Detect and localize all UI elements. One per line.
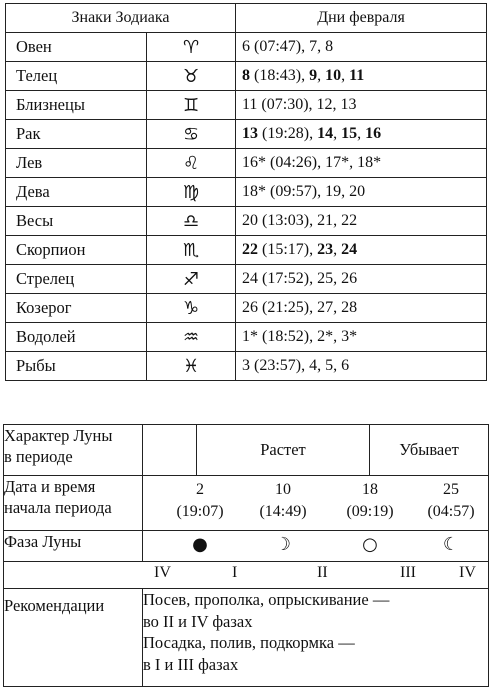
zodiac-days [236,323,487,352]
zodiac-row [6,149,487,178]
moon-row-quarters [4,562,489,589]
zodiac-sign-name: Козерог [6,294,147,323]
moon-dates-label-line2: начала периода [4,498,112,517]
zodiac-row [6,265,487,294]
zodiac-days-segment: 26 (21:25), 27, 28 [242,299,358,316]
moon-character-label [4,425,143,476]
zodiac-header-row [6,4,487,33]
zodiac-row [6,236,487,265]
zodiac-days-segment: 23 [317,241,334,258]
moon-period-day: 18 [362,481,378,498]
first-quarter-moon-icon: ☽ [274,534,292,555]
zodiac-sign-name: Весы [6,207,147,236]
zodiac-symbol-icon: ♑ [147,294,236,323]
zodiac-days-segment: 11 (07:30), 12, 13 [242,96,357,113]
zodiac-symbol-icon: ♓ [147,352,236,381]
zodiac-days-segment: 9 [309,67,318,84]
zodiac-symbol-icon: ♒ [147,323,236,352]
moon-quarter-label: I [232,564,238,581]
zodiac-days-segment: , [333,241,342,258]
moon-quarters-cell [4,562,489,589]
moon-dates-row [143,476,488,530]
zodiac-row [6,352,487,381]
zodiac-days-segment: 18* (09:57), 19, 20 [242,183,366,200]
zodiac-row [6,178,487,207]
zodiac-symbol-icon: ♋ [147,120,236,149]
moon-dates-label [4,476,143,531]
zodiac-header-sign: Знаки Зодиака [6,4,236,33]
moon-quarter-label: IV [154,564,171,581]
moon-growing-label: Растет [260,440,306,459]
zodiac-symbol-icon: ♌ [147,149,236,178]
zodiac-sign-name: Рыбы [6,352,147,381]
zodiac-days-segment: (18:43), [250,67,310,84]
recommendation-line: Посев, прополка, опрыскивание — [143,590,390,609]
moon-period-day: 10 [275,481,291,498]
zodiac-days [236,149,487,178]
zodiac-row [6,323,487,352]
zodiac-row [6,62,487,91]
new-moon-icon: ● [192,534,208,555]
zodiac-row [6,120,487,149]
moon-quarter-label: IV [459,564,476,581]
zodiac-sign-name: Телец [6,62,147,91]
moon-waning-label: Убывает [399,440,459,459]
zodiac-days-segment: 6 (07:47), 7, 8 [242,38,334,55]
moon-period-date [330,479,410,523]
moon-character-label-line1: Характер Луны [4,426,113,445]
zodiac-days-segment: (15:17), [258,241,318,258]
moon-phase-cell [143,531,489,562]
moon-dates-cell [143,476,489,531]
zodiac-sign-name: Водолей [6,323,147,352]
zodiac-days-segment: , [333,125,342,142]
moon-phase-label: Фаза Луны [4,531,143,562]
zodiac-days [236,265,487,294]
zodiac-days-segment: (19:28), [258,125,318,142]
zodiac-days [236,294,487,323]
zodiac-days [236,178,487,207]
zodiac-sign-name: Стрелец [6,265,147,294]
moon-period-time: (04:57) [427,503,475,520]
zodiac-symbol-icon: ♍ [147,178,236,207]
moon-character-empty [143,425,197,476]
zodiac-days-segment: 11 [349,67,365,84]
zodiac-symbol-icon: ♐ [147,265,236,294]
moon-character-label-line2: в периоде [4,447,73,466]
moon-period-date [411,479,491,523]
zodiac-days-segment: 24 (17:52), 25, 26 [242,270,358,287]
last-quarter-moon-icon: ☾ [442,534,460,555]
zodiac-days-segment: 22 [242,241,259,258]
recommendation-line: в I и III фазах [143,654,239,674]
zodiac-days-segment: , [317,67,326,84]
zodiac-symbol-icon: ♎ [147,207,236,236]
moon-period-time: (14:49) [259,503,307,520]
zodiac-sign-name: Скорпион [6,236,147,265]
recommendation-line: во II и IV фазах [143,611,253,631]
zodiac-days-segment: , [341,67,350,84]
zodiac-days-segment: 15 [341,125,358,142]
moon-row-recommendations [4,589,489,687]
recommendations-text [143,589,489,687]
zodiac-row [6,33,487,62]
zodiac-sign-name: Рак [6,120,147,149]
moon-phase-symbols [143,531,488,561]
zodiac-days-segment: 1* (18:52), 2*, 3* [242,328,358,345]
zodiac-days-segment: 24 [341,241,358,258]
zodiac-days [236,91,487,120]
moon-row-phase [4,531,489,562]
zodiac-row [6,294,487,323]
moon-phase-table [3,424,489,687]
moon-period-date [243,479,323,523]
zodiac-sign-name: Овен [6,33,147,62]
zodiac-days [236,236,487,265]
zodiac-days-segment: 3 (23:57), 4, 5, 6 [242,357,350,374]
zodiac-days-segment: 20 (13:03), 21, 22 [242,212,358,229]
zodiac-days-segment: 16* (04:26), 17*, 18* [242,154,382,171]
zodiac-days [236,120,487,149]
moon-growing-cell [197,425,370,476]
zodiac-sign-name: Лев [6,149,147,178]
zodiac-days-segment: 8 [242,67,251,84]
recommendation-line: Посадка, полив, подкормка — [143,633,355,652]
zodiac-symbol-icon: ♈ [147,33,236,62]
moon-period-time: (09:19) [346,503,394,520]
moon-dates-label-line1: Дата и время [4,477,96,496]
zodiac-days-segment: 16 [365,125,382,142]
zodiac-symbol-icon: ♉ [147,62,236,91]
zodiac-days-segment: 14 [317,125,334,142]
moon-quarter-label: II [317,564,328,581]
moon-period-day: 25 [443,481,459,498]
moon-period-time: (19:07) [176,503,224,520]
zodiac-body [6,33,487,381]
zodiac-row [6,91,487,120]
moon-period-day: 2 [196,481,204,498]
zodiac-days [236,33,487,62]
full-moon-icon: ○ [362,534,378,555]
zodiac-symbol-icon: ♊ [147,91,236,120]
zodiac-table [5,3,487,381]
zodiac-row [6,207,487,236]
recommendations-label: Рекомендации [4,589,143,687]
zodiac-symbol-icon: ♏ [147,236,236,265]
zodiac-days [236,207,487,236]
moon-quarters [4,562,488,588]
moon-row-character [4,425,489,476]
moon-period-date [160,479,240,523]
zodiac-sign-name: Близнецы [6,91,147,120]
moon-quarter-label: III [400,564,416,581]
zodiac-days-segment: 13 [242,125,259,142]
zodiac-days [236,62,487,91]
zodiac-days [236,352,487,381]
zodiac-days-segment: , [357,125,366,142]
moon-waning-cell [370,425,489,476]
moon-row-dates [4,476,489,531]
zodiac-sign-name: Дева [6,178,147,207]
zodiac-days-segment: 10 [325,67,342,84]
zodiac-header-days: Дни февраля [236,4,487,33]
